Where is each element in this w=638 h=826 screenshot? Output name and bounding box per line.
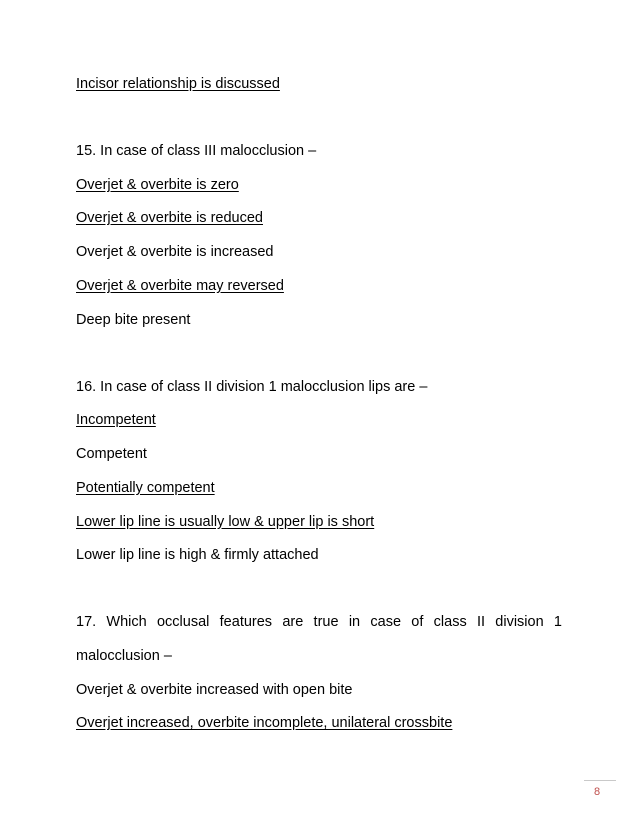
- q16-option-lower-lip-high: Lower lip line is high & firmly attached: [76, 547, 319, 563]
- q17-option-unilateral-crossbite: Overjet increased, overbite incomplete, unilateral crossbite: [76, 715, 453, 731]
- q15-option-reversed: Overjet & overbite may reversed: [76, 278, 284, 294]
- q16-option-potentially-competent: Potentially competent: [76, 480, 215, 496]
- q16-option-competent: Competent: [76, 446, 147, 462]
- footer-divider: [584, 780, 616, 781]
- q15-option-deep-bite: Deep bite present: [76, 312, 191, 328]
- page-number: 8: [594, 786, 601, 798]
- q15-option-zero: Overjet & overbite is zero: [76, 177, 239, 193]
- q16-option-incompetent: Incompetent: [76, 412, 156, 428]
- question-16: 16. In case of class II division 1 malocclusion lips are –: [76, 379, 428, 395]
- question-17-line-2: malocclusion –: [76, 648, 172, 664]
- q15-option-increased: Overjet & overbite is increased: [76, 244, 274, 260]
- q15-option-reduced: Overjet & overbite is reduced: [76, 210, 263, 226]
- question-17-line-1: 17. Which occlusal features are true in case of class II division 1: [76, 614, 562, 630]
- q16-option-lower-lip-low: Lower lip line is usually low & upper lip is short: [76, 514, 375, 530]
- question-15: 15. In case of class III malocclusion –: [76, 143, 317, 159]
- answer-line-incisor-relationship: Incisor relationship is discussed: [76, 76, 280, 92]
- q17-option-open-bite: Overjet & overbite increased with open bite: [76, 682, 353, 698]
